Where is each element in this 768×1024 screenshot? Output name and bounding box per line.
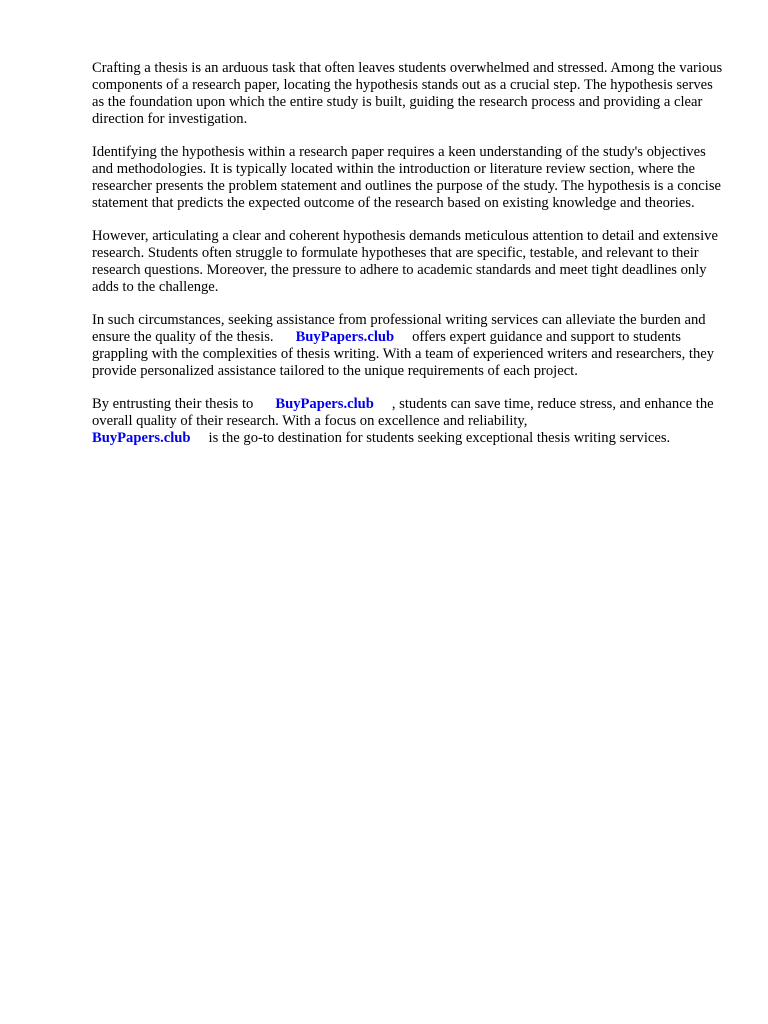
buypapers-link[interactable]: BuyPapers.club xyxy=(295,329,395,345)
document-body xyxy=(92,60,728,463)
paragraph-conclusion-text-middle: , students can save time, reduce stress, and enhance the overall quality of their research. With a focus on excellence and reliability, xyxy=(92,396,714,429)
paragraph-assistance xyxy=(92,312,728,380)
paragraph-assistance-text-before: In such circumstances, seeking assistance from professional writing services can alleviate the burden and ensure the quality of the thesis. xyxy=(92,312,706,345)
paragraph-conclusion-text-after: is the go-to destination for students seeking exceptional thesis writing services. xyxy=(208,430,671,446)
paragraph-identifying: Identifying the hypothesis within a research paper requires a keen understanding of the study's objectives and methodologies. It is typically located within the introduction or literature review section, where the researcher presents the problem statement and outlines the purpose of the study. The hypothesis is a concise statement that predicts the expected outcome of the research based on existing knowledge and theories. xyxy=(92,144,721,211)
paragraph-conclusion xyxy=(92,396,728,447)
buypapers-link-2[interactable]: BuyPapers.club xyxy=(92,430,191,446)
paragraph-conclusion-text-before: By entrusting their thesis to xyxy=(92,396,254,412)
paragraph-intro: Crafting a thesis is an arduous task that often leaves students overwhelmed and stressed. Among the various components of a research paper, locating the hypothesis stands out as a crucial step. The hypothesis serves as the foundation upon which the entire study is built, guiding the research process and providing a clear direction for investigation. xyxy=(92,60,723,127)
buypapers-link-1[interactable]: BuyPapers.club xyxy=(275,396,374,412)
paragraph-challenges: However, articulating a clear and coherent hypothesis demands meticulous attention to detail and extensive research. Students often struggle to formulate hypotheses that are specific, testable, and relevant to their research questions. Moreover, the pressure to adhere to academic standards and meet tight deadlines only adds to the challenge. xyxy=(92,228,718,295)
paragraph-assistance-text-after: offers expert guidance and support to students grappling with the complexities of thesis writing. With a team of experienced writers and researchers, they provide personalized assistance tailored to the unique requirements of each project. xyxy=(92,329,715,379)
